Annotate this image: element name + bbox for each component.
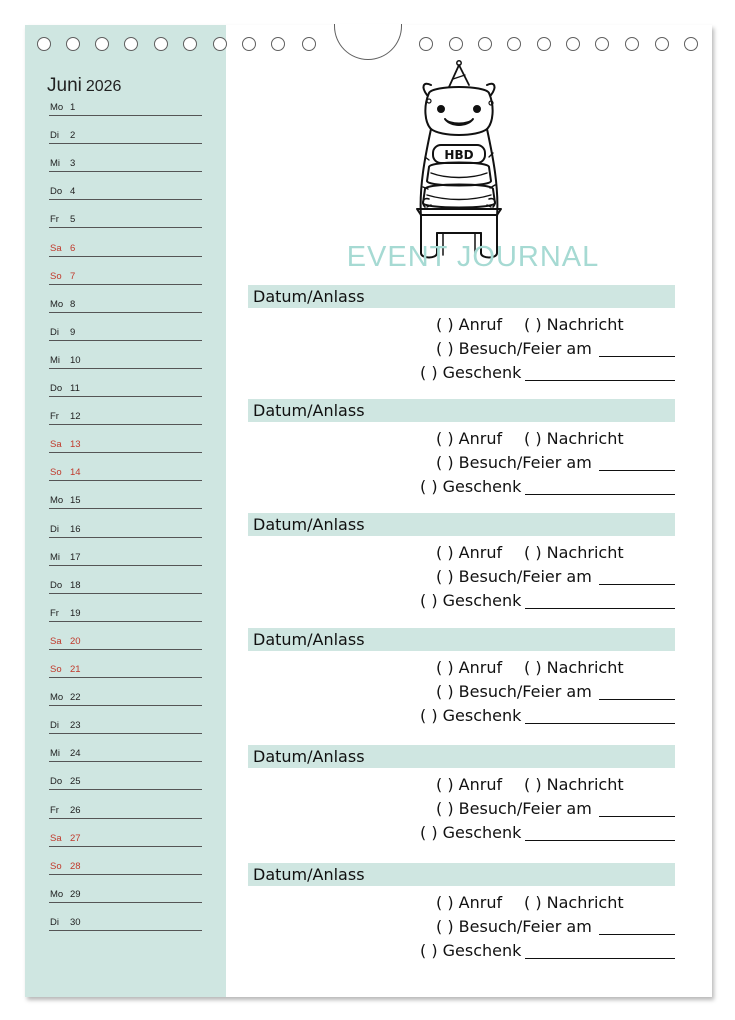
- calendar-day-row: [49, 355, 202, 369]
- visit-option[interactable]: ( ) Besuch/Feier am: [436, 453, 592, 472]
- day-number: 29: [70, 888, 81, 900]
- calendar-day-row: [49, 636, 202, 650]
- journal-entry: [248, 745, 675, 855]
- day-name: Fr: [50, 804, 59, 816]
- binding-hole: [66, 37, 80, 51]
- entry-heading-bar: [248, 513, 675, 536]
- calendar-day-row: [49, 552, 202, 566]
- day-number: 6: [70, 242, 76, 254]
- visit-option[interactable]: ( ) Besuch/Feier am: [436, 567, 592, 586]
- day-number: 11: [70, 383, 80, 394]
- day-name: Di: [50, 916, 59, 928]
- day-number: 7: [70, 270, 76, 282]
- day-number: 27: [70, 832, 81, 844]
- calendar-day-row: [49, 580, 202, 594]
- binding-hole: [271, 37, 285, 51]
- day-name: Fr: [50, 411, 59, 423]
- calendar-day-row: [49, 327, 202, 341]
- visit-date-line[interactable]: [599, 934, 675, 935]
- day-number: 14: [70, 467, 81, 479]
- visit-date-line[interactable]: [599, 584, 675, 585]
- binding-hole: [625, 37, 639, 51]
- calendar-day-row: [49, 383, 202, 397]
- message-option[interactable]: ( ) Nachricht: [524, 775, 624, 794]
- day-name: Fr: [50, 214, 59, 226]
- calendar-day-row: [49, 861, 202, 875]
- gift-line[interactable]: [525, 608, 675, 609]
- calendar-day-row: [49, 692, 202, 706]
- day-number: 17: [70, 551, 81, 563]
- binding-hole: [213, 37, 227, 51]
- journal-entry: [248, 628, 675, 738]
- gift-option[interactable]: ( ) Geschenk: [420, 363, 522, 382]
- entry-heading-bar: [248, 285, 675, 308]
- day-number: 22: [70, 692, 81, 704]
- calendar-day-row: [49, 917, 202, 931]
- month-title: [47, 75, 121, 97]
- calendar-day-row: [49, 439, 202, 453]
- calendar-day-row: [49, 214, 202, 228]
- binding-hole: [655, 37, 669, 51]
- binding-hole: [95, 37, 109, 51]
- call-option[interactable]: ( ) Anruf: [436, 775, 503, 794]
- day-number: 24: [70, 748, 81, 760]
- gift-option[interactable]: ( ) Geschenk: [420, 823, 522, 842]
- day-number: 8: [70, 298, 76, 310]
- binding-hole: [566, 37, 580, 51]
- binding-hole: [419, 37, 433, 51]
- binding-hole: [37, 37, 51, 51]
- day-name: Di: [50, 720, 59, 732]
- calendar-day-row: [49, 299, 202, 313]
- message-option[interactable]: ( ) Nachricht: [524, 893, 624, 912]
- day-name: Mo: [50, 495, 64, 507]
- visit-date-line[interactable]: [599, 816, 675, 817]
- entry-heading: Datum/Anlass: [253, 515, 365, 534]
- binding-hole: [684, 37, 698, 51]
- visit-option[interactable]: ( ) Besuch/Feier am: [436, 917, 592, 936]
- giraffe-birthday-cake-icon: [407, 57, 517, 271]
- calendar-day-row: [49, 495, 202, 509]
- call-option[interactable]: ( ) Anruf: [436, 315, 503, 334]
- day-name: Do: [50, 186, 63, 198]
- binding-hole: [449, 37, 463, 51]
- day-number: 28: [70, 860, 81, 872]
- day-name: Mi: [50, 158, 61, 170]
- day-name: Sa: [50, 832, 62, 844]
- day-number: 5: [70, 214, 76, 226]
- day-number: 30: [70, 916, 81, 928]
- entry-heading-bar: [248, 628, 675, 651]
- visit-date-line[interactable]: [599, 699, 675, 700]
- day-number: 12: [70, 411, 81, 423]
- binding-hole: [537, 37, 551, 51]
- svg-text:HBD: HBD: [444, 148, 474, 162]
- binding-hole: [183, 37, 197, 51]
- day-name: Mi: [50, 551, 61, 563]
- visit-option[interactable]: ( ) Besuch/Feier am: [436, 682, 592, 701]
- journal-title: EVENT JOURNAL: [346, 241, 600, 273]
- calendar-day-row: [49, 186, 202, 200]
- calendar-day-row: [49, 411, 202, 425]
- binding-hole: [595, 37, 609, 51]
- day-number: 25: [70, 776, 81, 788]
- day-name: Do: [50, 579, 63, 591]
- message-option[interactable]: ( ) Nachricht: [524, 429, 624, 448]
- day-number: 20: [70, 635, 81, 647]
- calendar-day-row: [49, 833, 202, 847]
- day-name: Mo: [50, 692, 64, 704]
- binding-hole: [242, 37, 256, 51]
- calendar-day-row: [49, 748, 202, 762]
- call-option[interactable]: ( ) Anruf: [436, 893, 503, 912]
- day-number: 2: [70, 130, 76, 142]
- gift-line[interactable]: [525, 380, 675, 381]
- day-name: Sa: [50, 635, 62, 647]
- month-year: 2026: [85, 78, 122, 95]
- message-option[interactable]: ( ) Nachricht: [524, 315, 624, 334]
- day-number: 1: [70, 102, 76, 113]
- entry-heading: Datum/Anlass: [253, 630, 365, 649]
- calendar-day-row: [49, 664, 202, 678]
- gift-line[interactable]: [525, 840, 675, 841]
- day-name: Mo: [50, 298, 64, 310]
- visit-option[interactable]: ( ) Besuch/Feier am: [436, 339, 592, 358]
- calendar-day-row: [49, 271, 202, 285]
- journal-entry: [248, 513, 675, 623]
- visit-date-line[interactable]: [599, 356, 675, 357]
- binding-hole: [124, 37, 138, 51]
- day-name: Do: [50, 776, 63, 788]
- calendar-day-row: [49, 158, 202, 172]
- gift-line[interactable]: [525, 494, 675, 495]
- calendar-day-row: [49, 130, 202, 144]
- day-number: 16: [70, 523, 81, 535]
- day-name: Do: [50, 383, 63, 394]
- calendar-day-row: [49, 805, 202, 819]
- entry-heading: Datum/Anlass: [253, 401, 365, 420]
- call-option[interactable]: ( ) Anruf: [436, 543, 503, 562]
- month-name: Juni: [47, 75, 82, 96]
- calendar-day-row: [49, 889, 202, 903]
- day-number: 19: [70, 607, 81, 619]
- day-name: Fr: [50, 607, 59, 619]
- journal-entry: [248, 399, 675, 509]
- entry-heading-bar: [248, 863, 675, 886]
- day-number: 9: [70, 326, 76, 338]
- calendar-page: [25, 25, 712, 997]
- visit-option[interactable]: ( ) Besuch/Feier am: [436, 799, 592, 818]
- gift-option[interactable]: ( ) Geschenk: [420, 591, 522, 610]
- day-number: 13: [70, 439, 81, 451]
- day-number: 21: [70, 664, 81, 675]
- calendar-day-row: [49, 524, 202, 538]
- message-option[interactable]: ( ) Nachricht: [524, 543, 624, 562]
- binding-hole: [478, 37, 492, 51]
- binding-hole: [507, 37, 521, 51]
- calendar-day-row: [49, 608, 202, 622]
- entry-heading: Datum/Anlass: [253, 865, 365, 884]
- calendar-day-row: [49, 720, 202, 734]
- entry-heading: Datum/Anlass: [253, 287, 365, 306]
- binding-hole: [302, 37, 316, 51]
- day-name: Mo: [50, 102, 64, 113]
- day-name: So: [50, 860, 62, 872]
- message-option[interactable]: ( ) Nachricht: [524, 658, 624, 677]
- day-number: 23: [70, 720, 81, 732]
- day-number: 3: [70, 158, 76, 170]
- calendar-day-row: [49, 776, 202, 790]
- calendar-day-row: [49, 102, 202, 116]
- call-option[interactable]: ( ) Anruf: [436, 658, 503, 677]
- day-name: Di: [50, 130, 59, 142]
- entry-heading: Datum/Anlass: [253, 747, 365, 766]
- day-name: So: [50, 270, 62, 282]
- day-name: Sa: [50, 439, 62, 451]
- day-number: 10: [70, 354, 81, 366]
- call-option[interactable]: ( ) Anruf: [436, 429, 503, 448]
- day-name: Mo: [50, 888, 64, 900]
- hanger-cutout: [334, 24, 402, 60]
- calendar-day-row: [49, 243, 202, 257]
- calendar-day-row: [49, 467, 202, 481]
- visit-date-line[interactable]: [599, 470, 675, 471]
- journal-entry: [248, 863, 675, 973]
- gift-line[interactable]: [525, 958, 675, 959]
- entry-heading-bar: [248, 745, 675, 768]
- day-name: Sa: [50, 242, 62, 254]
- journal-entry: [248, 285, 675, 395]
- binding-hole: [154, 37, 168, 51]
- gift-option[interactable]: ( ) Geschenk: [420, 706, 522, 725]
- gift-line[interactable]: [525, 723, 675, 724]
- day-number: 15: [70, 495, 81, 507]
- day-number: 26: [70, 804, 81, 816]
- day-number: 4: [70, 186, 76, 198]
- gift-option[interactable]: ( ) Geschenk: [420, 477, 522, 496]
- day-name: Di: [50, 326, 59, 338]
- gift-option[interactable]: ( ) Geschenk: [420, 941, 522, 960]
- day-number: 18: [70, 579, 81, 591]
- day-name: Mi: [50, 354, 61, 366]
- entry-heading-bar: [248, 399, 675, 422]
- day-name: So: [50, 467, 62, 479]
- day-name: Di: [50, 523, 59, 535]
- day-name: So: [50, 664, 62, 675]
- day-name: Mi: [50, 748, 61, 760]
